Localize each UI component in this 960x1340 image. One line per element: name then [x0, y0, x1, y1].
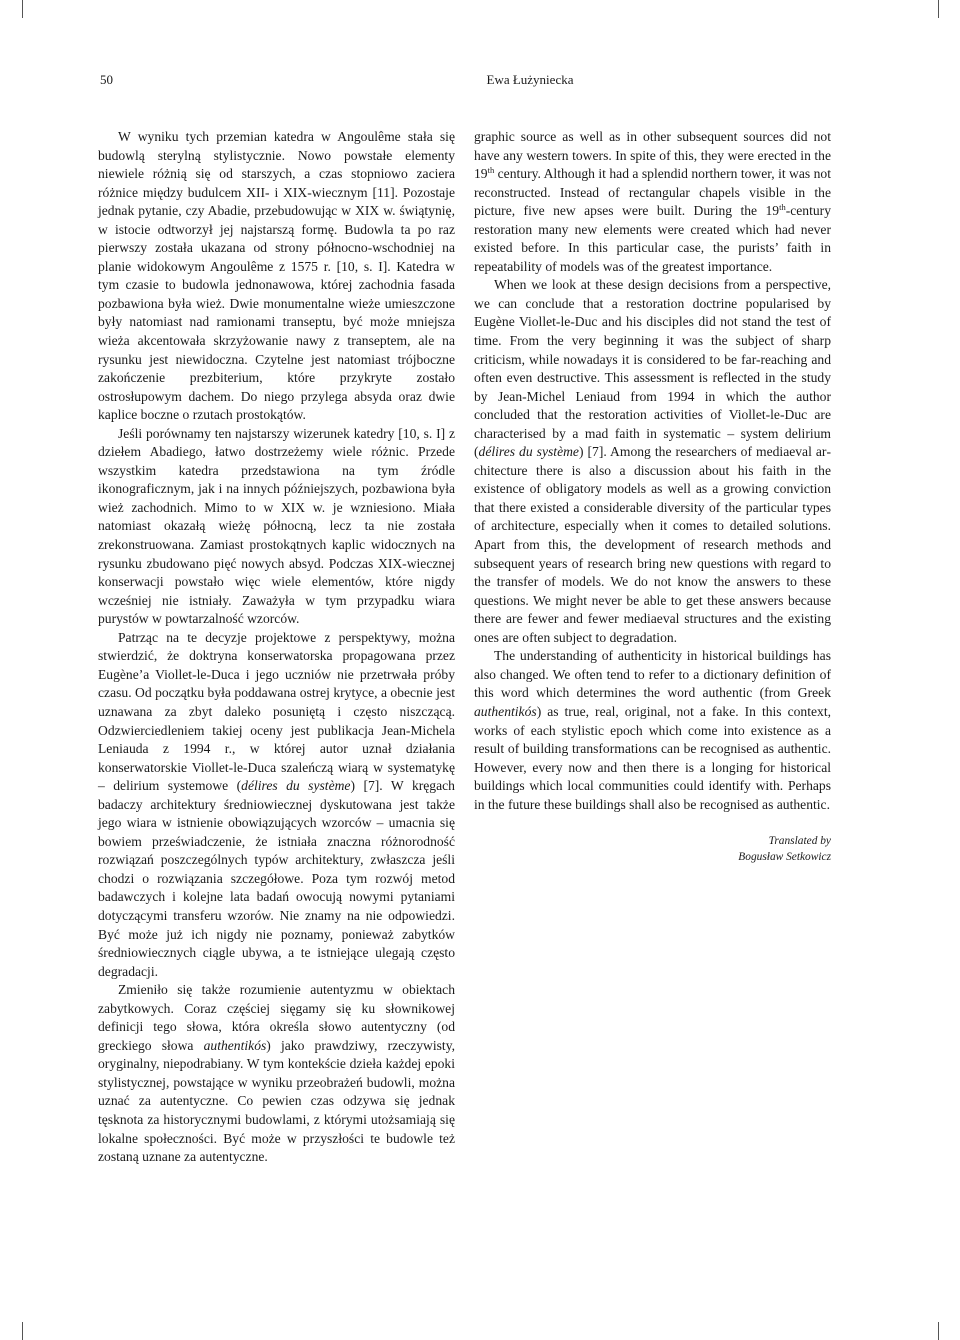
paragraph: W wyniku tych przemian katedra w Angoulême stała się budowlą sterylną stylistycznie. Nowo powstałe elementy niewiele różnią się od starszych, a czas stopniowo zaciera różnice między budulcem XII- i XIX-wiecznym [11]. Pozostaje jednak pytanie, czy Abadie, przebudowując w XIX w. świątynię, w istocie odtworzył jej najstarszą formę. Budowla ta po raz pierwszy została ukazana od strony północno-wschodniej na planie widokowym Angoulême z 1575 r. [10, s. I]. Katedra w tym czasie to budowla jednonawowa, której zachodnia fasada pozbawiona była wież. Dwie monumentalne wieże umieszczone były natomiast nad ramionami transeptu, być może mniejsza wieża akcentowała skrzyżowanie nawy z transeptem, ale na rysunku jest niewidoczna. Czytelne jest natomiast trójboczne zakończenie prezbiterium, które przykryte zostało ostrosłupowym dachem. Do niego przylega absyda oraz dwie kaplice boczne o rzutach prostokątów. [98, 129, 455, 423]
translator-credit [474, 833, 831, 865]
page-number: 50 [100, 72, 113, 87]
paragraph: Zmieniło się także rozumienie autentyzmu w obiektach zabytkowych. Coraz częściej sięgamy się ku słownikowej definicji tego słowa, która określa słowo autentyczny (od greckiego słowa authentikós) jako prawdziwy, rzeczywisty, oryginalny, niepodrabiany. W tym kontekście dzieła każdej epoki stylistycznej, powstające w wyniku przeobrażeń budowli, można uznać za autentyczne. Co pewien czas odzywa się jednak tęsknota za historycznymi budowlami, z którymi utożsamiają się lokalne społeczności. Być może w przyszłości te budowle też zostaną uznane za autentyczne. [98, 982, 456, 1165]
credit-label: Translated by [768, 835, 831, 848]
crop-mark-top-left-vertical [22, 0, 23, 18]
italic-term: délires du système [241, 778, 351, 794]
superscript: th [487, 165, 495, 176]
paragraph: The understanding of authenticity in historical buildings has also changed. We often tend to refer to a dictionary definition of this word which determines the word authentic (from Greek authentikós) as true, real, original, not a fake. In this context, works of each stylistic epoch which come into existence as a result of building transformations can be recognised as authentic. However, every now and then there is a longing for historical buildings which local communities could identify with. Perhaps in the future these buildings shall also be recognised as authentic. [474, 648, 831, 812]
running-head-author: Ewa Łużyniecka [486, 72, 574, 87]
polish-text-column [98, 128, 455, 1167]
crop-mark-top-right-vertical [938, 0, 939, 18]
italic-term: authentikós [474, 703, 537, 719]
superscript: th [779, 202, 786, 213]
english-text-column [474, 128, 831, 865]
translator-name: Bogusław Setkowicz [738, 851, 831, 864]
paragraph: graphic source as well as in other subsequent sources did not have any western towers. In spite of this, they were erected in the 19th century. Although it had a splendid northern tower, it was not reconstructed. Instead of rectangular chapels visible in the picture, five new apses were built. During the 19th-century restoration many new elements were created which had never existed before. In this particular case, the purists’ faith in repeatability of models was of the greatest importance. [474, 129, 831, 274]
paragraph: When we look at these design decisions from a perspective, we can conclude that a restoration doctrine popularised by Eugène Viollet-le-Duc and his disciples did not stand the test of time. From the very beginning it was the subject of sharp criticism, while nowadays it is considered to be far-reaching and often even destructive. This assessment is reflected in the study by Jean-Michel Leniaud from 1994 in which the author concluded that the restoration activities of Viollet-le-Duc are characterised by a mad faith in systematic – system delirium (délires du système) [7]. Among the researchers of mediaeval architecture there is also a discussion about his faith in the existence of obligatory models as well as a growing conviction that there existed a considerable diversity of the particular types of architecture, especially when it comes to detailed solutions. Apart from this, the development of research methods and subsequent years of research bring new questions with regard to the transfer of models. We do not know the answers to these questions. We might never be able to get these answers because there are fewer and fewer mediaeval structures and the existing ones are often subject to degradation. [474, 277, 831, 645]
paragraph: Patrząc na te decyzje projektowe z perspektywy, można stwierdzić, że doktryna konserwatorska propagowana przez Eugène’a Viollet-le-Duca i jego uczniów nie przetrwała próby czasu. Od początku była poddawana ostrej krytyce, a obecnie jest uznawana za zbyt daleko posuniętą i często niszczącą. Odzwierciedleniem takiej oceny jest publikacja Jean-Michela Leniauda z 1994 r., w której autor uznał działania konserwatorskie Viollet-le-Duca szaleńczą wiarą w systematykę – delirium systemowe (délires du système) [7]. W kręgach badaczy architektury średniowiecznej dyskutowana jest także jego wiara w istnienie obowiązujących wzorców – umacnia się bowiem przeświadczenie, że istniała znaczna różnorodność rozwiązań poszczególnych typów architektury, zwłaszcza jeśli chodzi o rozwiązania szczegółowe. Poza tym rozwój metod badawczych i kolejne lata badań owocują nowymi pytaniami dotyczącymi transferu wzorów. Nie znamy na nie odpowiedzi. Być może już ich nigdy nie poznamy, ponieważ zabytków średniowiecznych ciągle ubywa, a te istniejące ulegają często degradacji. [98, 629, 455, 979]
crop-mark-bottom-left-vertical [22, 1322, 23, 1340]
crop-mark-bottom-right-vertical [938, 1322, 939, 1340]
italic-term: délires du système [478, 444, 579, 460]
paragraph: Jeśli porównamy ten najstarszy wizerunek katedry [10, s. I] z dziełem Abadiego, łatwo dostrzeżemy wiele różnic. Przede wszystkim katedra przedstawiona na tym źródle ikonograficznym, jak i na innych późniejszych, pozbawiona była wież zachodnich. Mimo to w XIX w. je wzniesiono. Miała natomiast okazałą wieżę północną, lecz ta nie została zrekonstruowana. Zamiast prostokątnych kaplic widocznych na rysunku zbudowano pięć nowych absyd. Podczas XIX-wiecznej konserwacji powstało więc wiele elementów, które nigdy wcześniej nie istniały. Zaważyła w tym przypadku wiara purystów w powtarzalność wzorców. [98, 425, 455, 627]
italic-term: authentikós [203, 1037, 267, 1053]
